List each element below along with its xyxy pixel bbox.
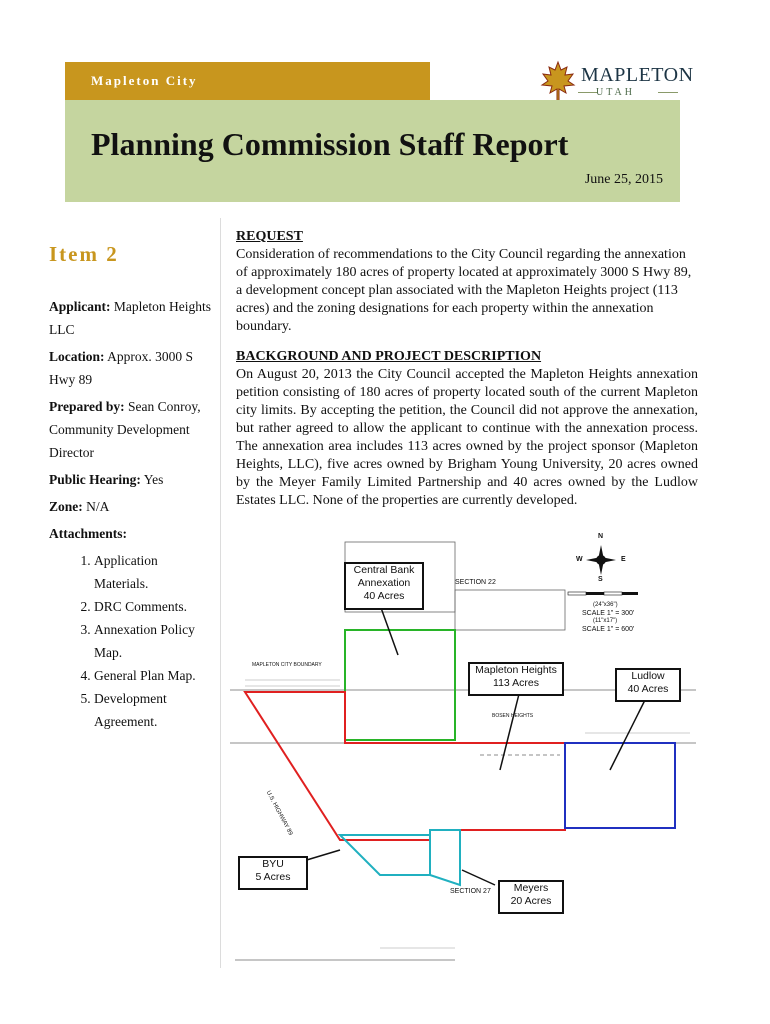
zone-value: N/A [86,499,110,514]
byu-callout [238,856,308,890]
attachments-list [49,549,214,733]
scale-size-24x36: (24"x36") [593,602,618,608]
city-label: Mapleton City [91,73,198,88]
ludlow-callout [615,668,681,702]
city-boundary-label: MAPLETON CITY BOUNDARY [252,662,322,668]
zone-row [49,495,214,518]
location-row [49,345,214,391]
byu-acres: 5 Acres [255,871,291,883]
scale-bar [568,592,638,595]
request-heading: REQUEST [236,229,303,244]
compass-icon [586,545,616,575]
central-bank-callout [344,562,424,610]
attachment-item: 1. Application Materials. [94,549,214,595]
request-body: Consideration of recommendations to the City Council regarding the annexation of approximately 180 acres of property located at approximately 3000 S Hwy 89, a development concept plan associated with the Mapleton Heights project (113 acres) and the zoning designations for each property within the annexation boundary. [236,247,692,334]
page-title: Planning Commission Staff Report [91,126,569,162]
report-date: June 25, 2015 [584,172,663,187]
hearing-row [49,468,214,491]
scale-300: SCALE 1" = 300' [582,610,635,617]
attachment-item: 2. DRC Comments. [94,595,214,618]
attachment-item: 5. Development Agreement. [94,687,214,733]
meyers-acres: 20 Acres [510,895,552,907]
zone-label: Zone: [49,499,83,514]
meyers-callout [498,880,564,914]
attachments-row [49,522,214,545]
prepared-value: Sean Conroy, Community Development Director [49,399,201,460]
item-meta [49,295,214,545]
applicant-label: Applicant: [49,299,111,314]
logo-rule-right [658,92,678,93]
meyers-name: Meyers [513,882,549,894]
logo-name: MAPLETON [581,64,694,86]
parcel-lines [230,542,696,960]
column-divider [220,218,221,968]
ludlow-acres: 40 Acres [627,683,669,695]
ludlow-parcel [565,743,675,828]
compass-e: E [621,556,626,563]
pointer-arrows [290,605,645,885]
mapleton-heights-callout [468,662,564,696]
section-22-label: SECTION 22 [455,579,496,586]
logo-state: UTAH [596,87,635,98]
report-body [236,228,698,510]
boundary-hatch [245,680,690,948]
meyers-parcel [430,830,460,885]
item-label: Item 2 [49,242,119,266]
highway-label: U.S. HIGHWAY 89 [264,790,294,837]
hearing-value: Yes [143,472,164,487]
ludlow-name: Ludlow [631,670,665,682]
annexation-map [230,530,696,970]
scale-size-11x17: (11"x17") [593,618,618,624]
section-27-label: SECTION 27 [450,888,491,895]
maple-leaf-icon [540,60,576,104]
attachment-item: 4. General Plan Map. [94,664,214,687]
attachment-item: 3. Annexation Policy Map. [94,618,214,664]
compass-s: S [598,576,603,583]
parcel-heights-label: BOSEN HEIGHTS [492,713,534,719]
item-sidebar [49,242,214,733]
logo-rule-left [578,92,598,93]
title-band [65,100,680,202]
applicant-value: Mapleton Heights LLC [49,299,212,337]
scale-600: SCALE 1" = 600' [582,626,635,633]
mapleton-heights-acres: 113 Acres [493,677,539,689]
central-bank-name: Central Bank [353,564,415,576]
attachments-label: Attachments: [49,526,127,541]
location-value: Approx. 3000 S Hwy 89 [49,349,194,387]
compass-w: W [576,556,583,563]
background-heading: BACKGROUND AND PROJECT DESCRIPTION [236,349,542,364]
mapleton-heights-name: Mapleton Heights [475,664,557,676]
location-label: Location: [49,349,105,364]
mapleton-logo [540,60,694,104]
byu-name: BYU [262,858,284,870]
city-banner [65,62,430,100]
central-bank-type: Annexation [357,577,411,589]
background-body: On August 20, 2013 the City Council accepted the Mapleton Heights annexation petition consisting of 180 acres of property located south of the current Mapleton city limits. By accepting the petition, the Council did not approve the annexation, but rather agreed to allow the applicant to continue with the annexation process. The annexation area includes 113 acres owned by the project sponsor (Mapleton Heights, LLC), five acres owned by Brigham Young University, 20 acres owned by the Meyer Family Limited Partnership and 40 acres owned by the Ludlow Estates LLC. None of the properties are currently developed. [236,367,698,508]
central-bank-parcel [345,630,455,740]
compass-n: N [598,533,604,540]
prepared-row [49,395,214,464]
prepared-label: Prepared by: [49,399,125,414]
hearing-label: Public Hearing: [49,472,141,487]
applicant-row [49,295,214,341]
central-bank-acres: 40 Acres [363,590,405,602]
map-drawing [230,530,696,970]
